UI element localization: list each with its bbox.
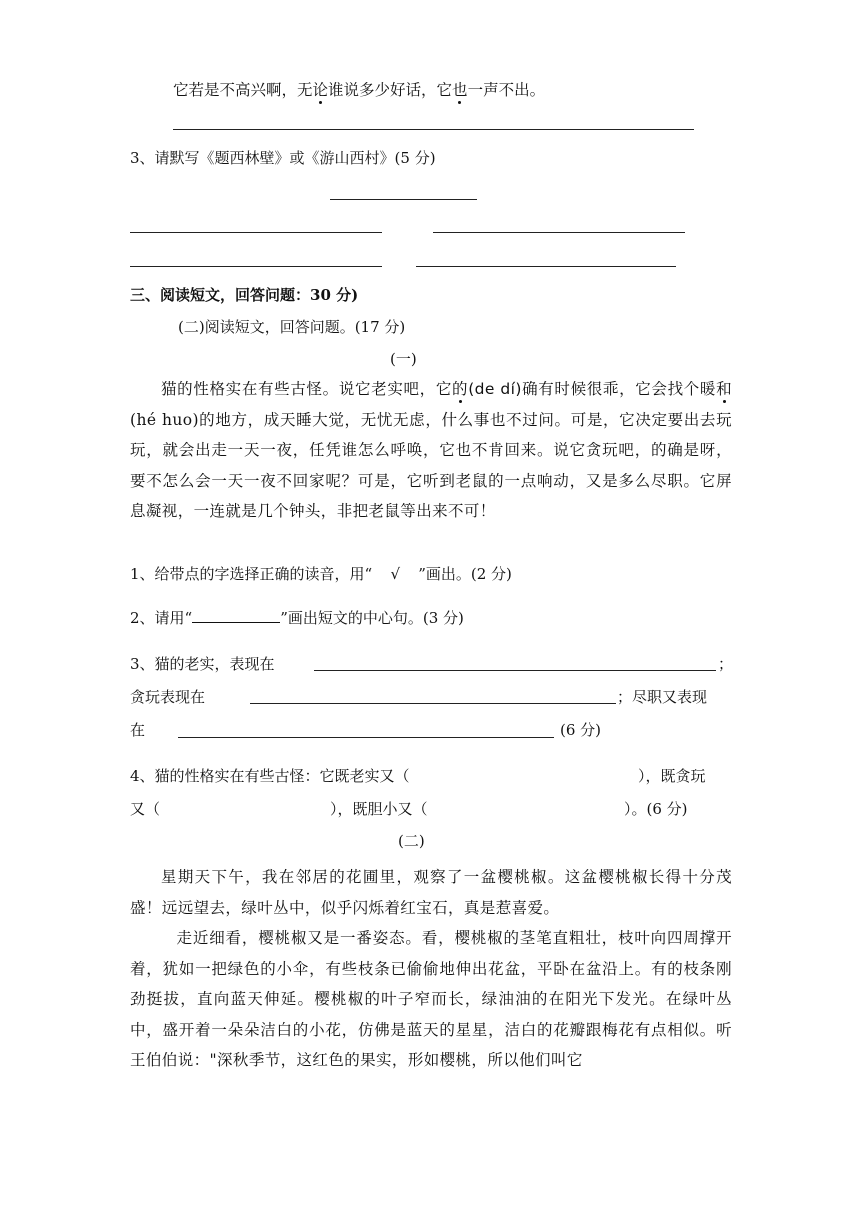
poem-line[interactable] [130,232,382,233]
question-4 [130,765,410,786]
question-4: ），既胆小又（ [330,800,428,818]
dotted-char: 论 [312,81,329,99]
question-text: ”画出短文的中心句。(3 分) [280,609,464,627]
question-4: 又（ [130,800,161,818]
answer-line[interactable] [178,737,554,738]
dotted-char: 也 [452,81,468,99]
question-3-text: 3、猫的老实，表现在 [130,655,275,673]
sentence-text: 谁说多少好话，它 [328,81,453,99]
question-3-text: 在 [130,721,146,739]
poem-title-line[interactable] [330,199,477,200]
poem-line[interactable] [433,232,685,233]
question-2 [130,607,464,628]
dotted-char: 和 [716,380,732,398]
score: (6 分) [560,721,602,739]
section-heading: 三、阅读短文，回答问题：30 分) [130,286,359,304]
question-4: ）。(6 分) [624,800,688,818]
sentence-text: 一声不出。 [467,81,546,99]
semicolon: ； [718,655,734,673]
part-label: (二) [398,832,425,850]
underline-sample [192,608,280,623]
passage-text: (hé huo)的地方，成天睡大觉，无忧无虑，什么事也不过问。可是，它决定要出去玩玩，就会出走一天一夜，任凭谁怎么呼唤，它也不肯回来。说它贪玩吧，的确是呀，要不怎么会一天一夜不回家呢？可是，它听到老鼠的一点响动，又是多么尽职。它屏息凝视，一连就是几个钟头，非把老鼠等出来不可！ [130,410,732,520]
passage-paragraph: 星期天下午，我在邻居的花圃里，观察了一盆樱桃椒。这盆樱桃椒长得十分茂盛！远远望去，绿叶丛中，似乎闪烁着红宝石，真是惹喜爱。 [130,868,732,917]
answer-line[interactable] [173,129,694,130]
question-3-text: ；尽职又表现 [617,688,708,706]
dotted-char: 的 [452,380,469,398]
passage-paragraph: 走近细看，樱桃椒又是一番姿态。看，樱桃椒的茎笔直粗壮，枝叶向四周撑开着，犹如一把绿色的小伞，有些枝条已偷偷地伸出花盆，平卧在盆沿上。有的枝条刚劲挺拔，直向蓝天伸延。樱桃椒的叶子窄而长，绿油油的在阳光下发光。在绿叶丛中，盛开着一朵朵洁白的小花，仿佛是蓝天的星星，洁白的花瓣跟梅花有点相似。听王伯伯说："深秋季节，这红色的果实，形如樱桃，所以他们叫它 [130,929,732,1069]
poem-line[interactable] [130,266,382,267]
passage-cat [130,374,732,527]
subsection-heading: (二)阅读短文，回答问题。(17 分) [178,318,406,336]
question-text: 1、给带点的字选择正确的读音，用“ [130,565,373,583]
check-mark: √ [390,565,400,583]
passage-text: 猫的性格实在有些古怪。说它老实吧，它 [161,380,453,398]
part-label: (一) [390,350,417,368]
question-1 [130,563,512,584]
passage-pepper [130,862,732,1076]
question-text: 4、猫的性格实在有些古怪：它既老实又（ [130,767,410,785]
question-3-text: 贪玩表现在 [130,688,206,706]
question-text: ”画出。(2 分) [418,565,512,583]
sentence-text: 它若是不高兴啊，无 [173,81,313,99]
answer-line[interactable] [314,670,716,671]
question-3-poem: 3、请默写《题西林壁》或《游山西村》(5 分) [130,149,436,167]
question-text: 2、请用“ [130,609,193,627]
question-4: ），既贪玩 [638,767,706,785]
answer-line[interactable] [250,703,616,704]
passage-text: (de dí)确有时候很乖，它会找个暖 [468,380,717,398]
poem-line[interactable] [416,266,676,267]
example-sentence [173,78,545,100]
